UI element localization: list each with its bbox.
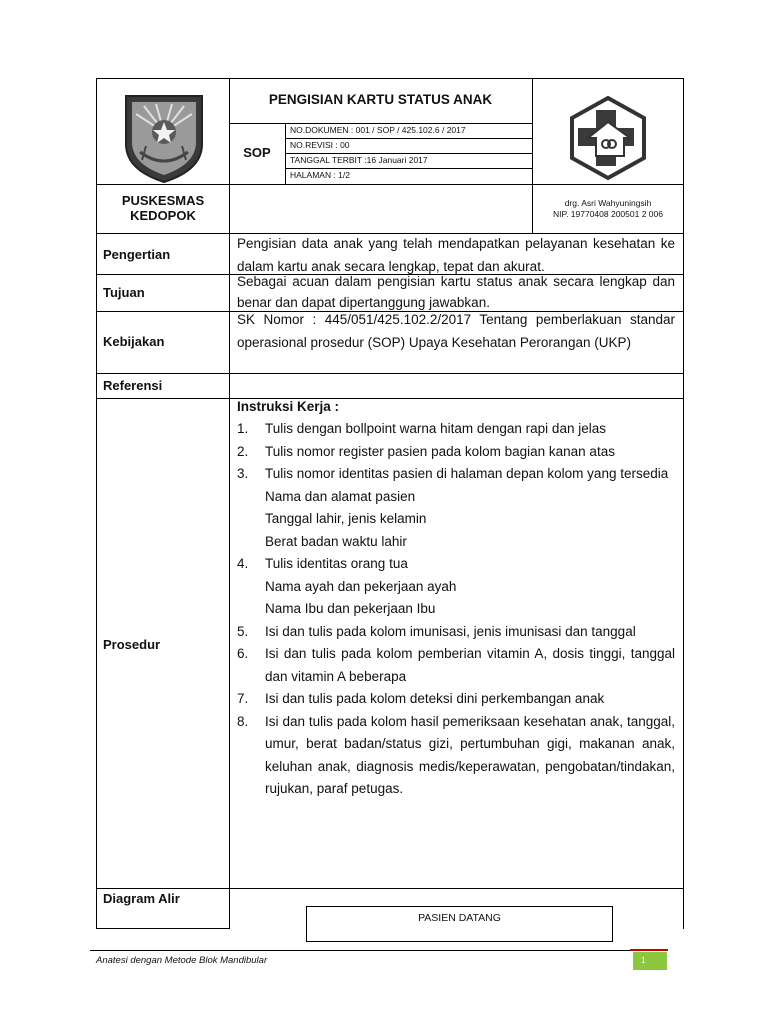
kebijakan-label: Kebijakan [103,334,165,349]
procedure-step-number: 8. [237,713,249,729]
procedure-step-text: Tulis dengan bollpoint warna hitam dengan rapi dan jelas [265,421,606,436]
procedure-step-text: Tulis identitas orang tua [265,556,408,571]
flowchart-box-pasien-datang [306,906,613,942]
procedure-substep: Nama dan alamat pasien [265,488,416,504]
procedure-step [237,711,675,801]
procedure-list [237,418,675,801]
kebijakan-text: SK Nomor : 445/051/425.102.2/2017 Tentang pemberlakuan standar operasional prosedur (SOP) Upaya Kesehatan Perorangan (UKP) [237,312,675,350]
document-title: PENGISIAN KARTU STATUS ANAK [268,92,493,107]
procedure-step [237,441,675,464]
procedure-step-number: 3. [237,466,249,481]
procedure-step [237,643,675,688]
org-name: PUSKESMAS KEDOPOK [121,193,205,223]
procedure-substep: Berat badan waktu lahir [265,533,407,549]
procedure-step-text: Isi dan tulis pada kolom pemberian vitamin A, dosis tinggi, tanggal dan vitamin A beberapa [265,646,675,684]
procedure-step [237,621,675,644]
signer-nip: NIP. 19770408 200501 2 006 [553,209,663,219]
page-number: 1 [641,956,646,965]
procedure-substep: Nama ayah dan pekerjaan ayah [265,578,457,594]
flowchart-box-label: PASIEN DATANG [418,912,501,924]
instruksi-kerja-heading: Instruksi Kerja : [237,399,340,414]
procedure-step-text: Tulis nomor identitas pasien di halaman depan kolom yang tersedia [265,466,669,481]
pengertian-text: Pengisian data anak yang telah mendapatkan pelayanan kesehatan ke dalam kartu anak secara lengkap, tepat dan akurat. [237,236,675,274]
puskesmas-emblem-logo [122,92,206,184]
procedure-step-text: Tulis nomor register pasien pada kolom bagian kanan atas [265,443,615,459]
health-cross-logo [566,96,650,180]
pengertian-label: Pengertian [103,247,171,262]
procedure-step-number: 7. [237,691,249,706]
prosedur-label: Prosedur [103,637,161,652]
procedure-step-number: 2. [237,443,249,459]
procedure-step [237,553,675,576]
page-number-badge [633,952,667,970]
procedure-step-text: Isi dan tulis pada kolom hasil pemeriksaan kesehatan anak, tanggal, umur, berat badan/status gizi, pertumbuhan gigi, makanan anak, keluhan anak, diagnosis medis/keperawatan, pengobatan/tindakan, rujukan, paraf petugas. [265,713,675,796]
page-count: HALAMAN : 1/2 [290,170,350,180]
procedure-step-number: 4. [237,556,249,571]
procedure-step [237,688,675,711]
procedure-step-number: 1. [237,421,249,436]
issue-date: TANGGAL TERBIT :16 Januari 2017 [290,155,428,165]
procedure-step-text: Isi dan tulis pada kolom deteksi dini perkembangan anak [265,691,605,706]
tujuan-text: Sebagai acuan dalam pengisian kartu status anak secara lengkap dan benar dan dapat dipertanggung jawabkan. [237,274,675,310]
procedure-step-number: 6. [237,646,249,661]
procedure-step-number: 5. [237,623,249,639]
procedure-substep: Tanggal lahir, jenis kelamin [265,511,427,526]
procedure-step [237,418,675,441]
doc-number: NO.DOKUMEN : 001 / SOP / 425.102.6 / 2017 [290,125,466,135]
procedure-substep: Nama Ibu dan pekerjaan Ibu [265,601,436,616]
diagram-alir-label: Diagram Alir [103,891,180,906]
footer-text: Anatesi dengan Metode Blok Mandibular [96,955,268,966]
footer-rule-accent [630,949,668,951]
revision-number: NO.REVISI : 00 [290,140,350,150]
footer-rule [90,950,668,951]
sop-label: SOP [243,145,271,160]
referensi-label: Referensi [103,378,163,393]
signer-name: drg. Asri Wahyuningsih [564,198,652,208]
procedure-step-text: Isi dan tulis pada kolom imunisasi, jenis imunisasi dan tanggal [265,623,636,639]
tujuan-label: Tujuan [103,285,145,300]
procedure-step [237,463,675,486]
